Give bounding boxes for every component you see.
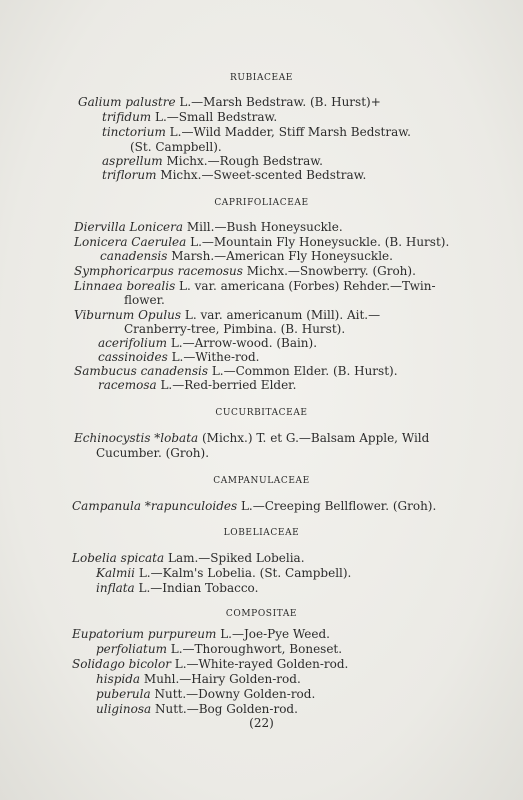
entry-line: Cucumber. (Groh).: [96, 446, 210, 460]
section-heading-caprifoliaceae: CAPRIFOLIACEAE: [214, 198, 309, 208]
entry-line: canadensis Marsh.—American Fly Honeysuckle.: [100, 249, 393, 263]
entry-line: tinctorium L.—Wild Madder, Stiff Marsh Bedstraw.: [102, 125, 411, 139]
entry-line: asprellum Michx.—Rough Bedstraw.: [102, 154, 323, 168]
entry-line: Linnaea borealis L. var. americana (Forbes) Rehder.—Twin-: [74, 279, 436, 293]
page-number: (22): [249, 716, 274, 730]
entry-line: Solidago bicolor L.—White-rayed Golden-rod.: [72, 657, 349, 671]
section-heading-cucurbitaceae: CUCURBITACEAE: [215, 408, 308, 418]
entry-line: Cranberry-tree, Pimbina. (B. Hurst).: [124, 322, 346, 336]
entry-line: Lobelia spicata Lam.—Spiked Lobelia.: [72, 551, 305, 565]
entry-line: Sambucus canadensis L.—Common Elder. (B. Hurst).: [74, 364, 398, 378]
entry-line: Kalmii L.—Kalm's Lobelia. (St. Campbell).: [96, 566, 352, 580]
entry-line: cassinoides L.—Withe-rod.: [98, 350, 260, 364]
section-heading-compositae: COMPOSITAE: [225, 609, 298, 619]
entry-line: Galium palustre L.—Marsh Bedstraw. (B. Hurst)+: [78, 95, 381, 109]
entry-line: puberula Nutt.—Downy Golden-rod.: [96, 687, 316, 701]
section-heading-campanulaceae: CAMPANULACEAE: [213, 476, 310, 486]
entry-line: perfoliatum L.—Thoroughwort, Boneset.: [96, 642, 343, 656]
entry-line: (St. Campbell).: [130, 140, 222, 154]
entry-line: flower.: [124, 293, 165, 307]
entry-line: Symphoricarpus racemosus Michx.—Snowberry. (Groh).: [74, 264, 416, 278]
entry-line: trifidum L.—Small Bedstraw.: [102, 110, 278, 124]
entry-line: hispida Muhl.—Hairy Golden-rod.: [96, 672, 301, 686]
entry-line: Campanula *rapunculoides L.—Creeping Bellflower. (Groh).: [72, 499, 437, 513]
entry-line: inflata L.—Indian Tobacco.: [96, 581, 259, 595]
entry-line: triflorum Michx.—Sweet-scented Bedstraw.: [102, 168, 367, 182]
entry-line: Diervilla Lonicera Mill.—Bush Honeysuckle.: [74, 220, 343, 234]
entry-line: Eupatorium purpureum L.—Joe-Pye Weed.: [72, 627, 330, 641]
entry-line: uliginosa Nutt.—Bog Golden-rod.: [96, 702, 298, 716]
entry-line: Echinocystis *lobata (Michx.) T. et G.—Balsam Apple, Wild: [74, 431, 430, 445]
section-heading-rubiaceae: RUBIACEAE: [230, 73, 293, 83]
entry-line: Lonicera Caerulea L.—Mountain Fly Honeysuckle. (B. Hurst).: [74, 235, 450, 249]
entry-line: Viburnum Opulus L. var. americanum (Mill). Ait.—: [74, 308, 381, 322]
section-heading-lobeliaceae: LOBELIACEAE: [223, 528, 300, 538]
entry-line: acerifolium L.—Arrow-wood. (Bain).: [98, 336, 318, 350]
entry-line: racemosa L.—Red-berried Elder.: [98, 378, 297, 392]
